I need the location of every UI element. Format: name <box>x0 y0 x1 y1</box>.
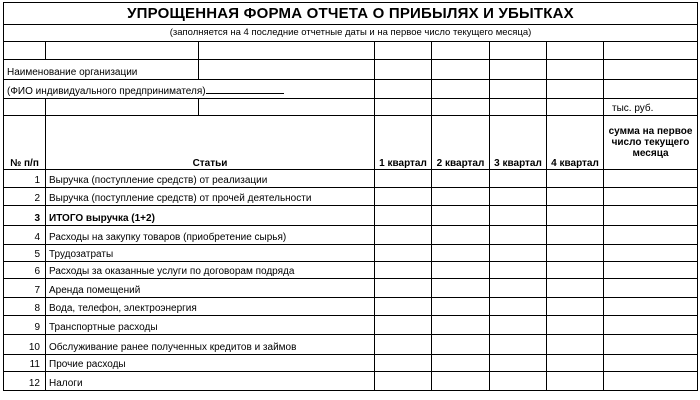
q1-cell[interactable] <box>375 170 432 188</box>
entrepreneur-name-blank[interactable] <box>206 84 284 94</box>
row-number: 1 <box>4 170 46 188</box>
cell <box>4 42 46 60</box>
q4-cell[interactable] <box>547 262 604 279</box>
row-number: 3 <box>4 206 46 226</box>
header-num: № п/п <box>4 116 46 170</box>
current-month-cell[interactable] <box>604 226 698 245</box>
org-name-label: Наименование организации <box>4 60 199 80</box>
current-month-cell[interactable] <box>604 170 698 188</box>
q2-cell[interactable] <box>432 262 490 279</box>
q4-cell[interactable] <box>547 316 604 335</box>
current-month-cell[interactable] <box>604 355 698 372</box>
row-number: 9 <box>4 316 46 335</box>
q3-cell[interactable] <box>490 226 547 245</box>
form-subtitle: (заполняется на 4 последние отчетные даты и на первое число текущего месяца) <box>4 25 698 42</box>
q1-cell[interactable] <box>375 262 432 279</box>
table-row <box>4 206 698 226</box>
q4-cell[interactable] <box>547 355 604 372</box>
row-label: Налоги <box>46 372 375 391</box>
cell <box>490 42 547 60</box>
cell <box>490 80 547 99</box>
table-row <box>4 316 698 335</box>
cell <box>432 60 490 80</box>
q3-cell[interactable] <box>490 188 547 206</box>
row-label: Расходы на закупку товаров (приобретение сырья) <box>46 226 375 245</box>
entrepreneur-label <box>4 80 375 99</box>
entrepreneur-row <box>4 80 698 99</box>
q1-cell[interactable] <box>375 355 432 372</box>
row-number: 10 <box>4 335 46 355</box>
row-label: ИТОГО выручка (1+2) <box>46 206 375 226</box>
q2-cell[interactable] <box>432 355 490 372</box>
q1-cell[interactable] <box>375 226 432 245</box>
table-row <box>4 355 698 372</box>
q3-cell[interactable] <box>490 298 547 316</box>
row-label: Трудозатраты <box>46 245 375 262</box>
cell <box>199 42 375 60</box>
q2-cell[interactable] <box>432 316 490 335</box>
row-label: Обслуживание ранее полученных кредитов и займов <box>46 335 375 355</box>
cell <box>432 42 490 60</box>
current-month-cell[interactable] <box>604 206 698 226</box>
current-month-cell[interactable] <box>604 298 698 316</box>
q3-cell[interactable] <box>490 262 547 279</box>
header-q4: 4 квартал <box>547 116 604 170</box>
current-month-cell[interactable] <box>604 316 698 335</box>
q2-cell[interactable] <box>432 226 490 245</box>
row-number: 11 <box>4 355 46 372</box>
current-month-cell[interactable] <box>604 372 698 391</box>
q2-cell[interactable] <box>432 298 490 316</box>
blank-row <box>4 42 698 60</box>
q1-cell[interactable] <box>375 316 432 335</box>
cell <box>432 80 490 99</box>
q4-cell[interactable] <box>547 188 604 206</box>
cell <box>375 99 432 116</box>
units-row <box>4 99 698 116</box>
q3-cell[interactable] <box>490 335 547 355</box>
q4-cell[interactable] <box>547 372 604 391</box>
table-row <box>4 298 698 316</box>
cell <box>547 80 604 99</box>
row-label: Выручка (поступление средств) от прочей деятельности <box>46 188 375 206</box>
cell <box>547 99 604 116</box>
q1-cell[interactable] <box>375 372 432 391</box>
cell <box>199 99 375 116</box>
org-name-field[interactable] <box>199 60 375 80</box>
q2-cell[interactable] <box>432 279 490 298</box>
row-label: Вода, телефон, электроэнергия <box>46 298 375 316</box>
cell <box>375 60 432 80</box>
q4-cell[interactable] <box>547 298 604 316</box>
q4-cell[interactable] <box>547 335 604 355</box>
table-row <box>4 188 698 206</box>
q4-cell[interactable] <box>547 245 604 262</box>
row-label: Прочие расходы <box>46 355 375 372</box>
q4-cell[interactable] <box>547 279 604 298</box>
cell <box>547 60 604 80</box>
row-number: 6 <box>4 262 46 279</box>
row-number: 5 <box>4 245 46 262</box>
header-q3: 3 квартал <box>490 116 547 170</box>
units-label: тыс. руб. <box>604 99 698 116</box>
q4-cell[interactable] <box>547 206 604 226</box>
table-row <box>4 262 698 279</box>
table-row <box>4 279 698 298</box>
q2-cell[interactable] <box>432 170 490 188</box>
cell <box>547 42 604 60</box>
report-table <box>3 2 698 391</box>
current-month-cell[interactable] <box>604 188 698 206</box>
row-number: 4 <box>4 226 46 245</box>
current-month-cell[interactable] <box>604 335 698 355</box>
row-label: Расходы за оказанные услуги по договорам подряда <box>46 262 375 279</box>
org-row <box>4 60 698 80</box>
q2-cell[interactable] <box>432 335 490 355</box>
table-header <box>4 116 698 170</box>
q2-cell[interactable] <box>432 245 490 262</box>
header-q1: 1 квартал <box>375 116 432 170</box>
cell <box>490 99 547 116</box>
row-label: Выручка (поступление средств) от реализации <box>46 170 375 188</box>
current-month-cell[interactable] <box>604 262 698 279</box>
table-row <box>4 335 698 355</box>
row-number: 8 <box>4 298 46 316</box>
header-items: Статьи <box>46 116 375 170</box>
q2-cell[interactable] <box>432 372 490 391</box>
row-number: 12 <box>4 372 46 391</box>
row-label: Аренда помещений <box>46 279 375 298</box>
cell <box>604 42 698 60</box>
row-number: 2 <box>4 188 46 206</box>
table-row <box>4 170 698 188</box>
q1-cell[interactable] <box>375 279 432 298</box>
current-month-cell[interactable] <box>604 279 698 298</box>
q2-cell[interactable] <box>432 206 490 226</box>
q4-cell[interactable] <box>547 170 604 188</box>
q3-cell[interactable] <box>490 170 547 188</box>
row-number: 7 <box>4 279 46 298</box>
q1-cell[interactable] <box>375 335 432 355</box>
q3-cell[interactable] <box>490 206 547 226</box>
q1-cell[interactable] <box>375 188 432 206</box>
q3-cell[interactable] <box>490 279 547 298</box>
header-current-month: сумма на первое число текущего месяца <box>604 116 698 170</box>
q3-cell[interactable] <box>490 372 547 391</box>
cell <box>375 80 432 99</box>
q3-cell[interactable] <box>490 355 547 372</box>
q1-cell[interactable] <box>375 245 432 262</box>
current-month-cell[interactable] <box>604 245 698 262</box>
form-title: УПРОЩЕННАЯ ФОРМА ОТЧЕТА О ПРИБЫЛЯХ И УБЫТКАХ <box>4 3 698 25</box>
q2-cell[interactable] <box>432 188 490 206</box>
table-row <box>4 245 698 262</box>
entrepreneur-label-text: (ФИО индивидуального предпринимателя) <box>7 86 206 97</box>
q1-cell[interactable] <box>375 298 432 316</box>
cell <box>46 99 199 116</box>
cell <box>604 80 698 99</box>
header-q2: 2 квартал <box>432 116 490 170</box>
cell <box>604 60 698 80</box>
cell <box>490 60 547 80</box>
row-label: Транспортные расходы <box>46 316 375 335</box>
q3-cell[interactable] <box>490 245 547 262</box>
table-row <box>4 372 698 391</box>
table-row <box>4 226 698 245</box>
cell <box>46 42 199 60</box>
cell <box>4 99 46 116</box>
cell <box>375 42 432 60</box>
q4-cell[interactable] <box>547 226 604 245</box>
report-form <box>3 2 697 398</box>
q3-cell[interactable] <box>490 316 547 335</box>
cell <box>432 99 490 116</box>
q1-cell[interactable] <box>375 206 432 226</box>
